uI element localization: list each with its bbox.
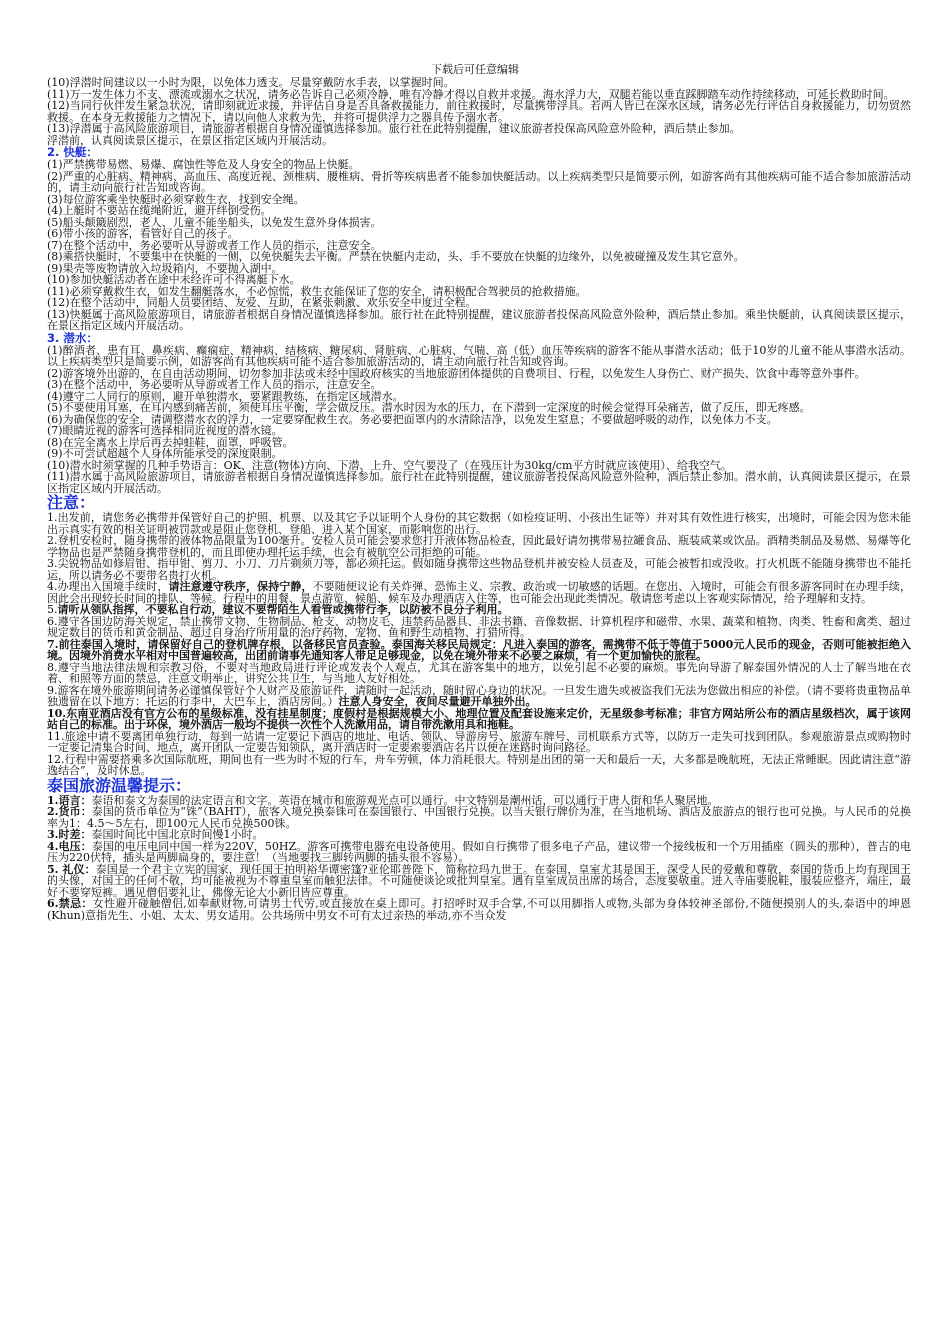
speedboat-item: (3)每位游客乘坐快艇时必须穿救生衣，找到安全绳。: [47, 192, 305, 206]
notice-item: [47, 685, 911, 708]
document-body: [47, 77, 911, 921]
notice-text: 5.: [47, 603, 58, 616]
notice-section: [47, 494, 911, 777]
speedboat-item: (9)果壳等废物请放入垃圾箱内，不要抛入湖中。: [47, 261, 283, 275]
diving-item: (8)在完全离水上岸后再去掉蛙鞋，面罩，呼吸管。: [47, 435, 294, 449]
notice-emphasis: 注意人身安全，夜间尽量避开单独外出。: [338, 695, 537, 708]
speedboat-item: (1)严禁携带易燃、易爆、腐蚀性等危及人身安全的物品上快艇。: [47, 158, 360, 171]
diving-item: (4)遵守二人同行的原则，避开单独潜水，要紧跟教练，在指定区域潜水。: [47, 389, 404, 403]
notice-item: 7.前往泰国入境时，请保留好自己的登机牌存根，以备移民官员查验。泰国海关移民局规定：凡进入泰国的游客，需携带不低于等值于5000元人民币的现金，否则可能被拒绝入境。因境外消费水平相对中国普遍较高，出团前请事先通知客人带足足够现金，以免在境外带来不必要之麻烦，有一个更加愉快的旅程。: [47, 637, 911, 662]
tip-text: 泰语和泰文为泰国的法定语言和文字。英语在城市和旅游观光点可以通行。中文特别是潮州话，可以通行于唐人街和华人聚居地。: [91, 793, 719, 807]
tip-item: [47, 806, 911, 829]
speedboat-item: (2)严重的心脏病、精神病、高血压、高度近视、颈椎病、腰椎病、骨折等疾病患者不能参加快艇活动。以上疾病类型只是简要示例，如游客尚有其他疾病可能不适合参加旅游活动的，请主动向旅行社告知或咨询。: [47, 169, 911, 194]
notice-item: [47, 581, 911, 604]
speedboat-item: (5)船头颠簸剧烈，老人、儿童不能坐船头，以免发生意外身体损害。: [47, 215, 382, 229]
diving-item: (5)不要使用耳塞，在耳内感到痛苦前，须使耳压平衡，学会做反压。潜水时因为水的压力，在下潜到一定深度的时候会觉得耳朵痛苦，做了反压，即无疼感。: [47, 401, 811, 414]
notice-item: 12.行程中需要搭乘多次国际航班，期间也有一些为时不短的行车，舟车劳顿，体力消耗很大。特别是出团的第一天和最后一天，大多都是晚航班，无法正常睡眠。因此请注意“游逸结合”，及时休息。: [47, 752, 911, 777]
tip-label: 4.电压：: [47, 839, 92, 853]
diving-item: (9)不可尝试超越个人身体所能承受的深度限制。: [47, 447, 283, 460]
tip-label: 1.语言：: [47, 793, 92, 807]
speedboat-section: [47, 146, 911, 332]
notice-item: 6.遵守各国边防海关规定，禁止携带文物、生物制品、枪支、动物皮毛、违禁药品器具、非法书籍、音像数据、计算机程序和磁带、水果、蔬菜和植物、肉类、牲畜和禽类、超过规定数目的货币和黄金制品、超过自身治疗所用量的治疗药物，宠物、鱼和野生动植物、打猎所得。: [47, 614, 911, 639]
snorkel-item: (13)浮潜属于高风险旅游项目，请旅游者根据自身情况谨慎选择参加。旅行社在此特别提醒，建议旅游者投保高风险意外险种，酒后禁止参加。: [47, 122, 741, 135]
speedboat-heading: 2. 快艇：: [47, 145, 98, 159]
notice-item: 10.东南亚酒店没有官方公布的星级标准，没有挂星制度；度假村是根据规模大小、地理位置及配套设施来定价，无星级参考标准；非官方网站所公布的酒店星级档次，属于该网站自己的标准。出于环保，境外酒店一般均不提供一次性个人洗漱用品，请自带洗漱用具和拖鞋。: [47, 706, 911, 731]
diving-item: (7)眼睛近视的游客可选择相同近视度的潜水镜。: [47, 424, 283, 437]
tip-text: 泰国的电压电同中国一样为220V，50HZ。游客可携带电器充电设备使用。假如自行携带了很多电子产品，建议带一个接线板和一个万用插座（圆头的那种），普吉的电压为220伏特，插头是两脚扁身的，要注意！（当地要找三脚转两脚的插头很不容易）。: [47, 839, 912, 864]
tip-label: 5. 礼仪：: [47, 862, 96, 876]
diving-item: (11)潜水属于高风险旅游项目，请旅游者根据自身情况谨慎选择参加。旅行社在此特别提醒，建议旅游者投保高风险意外险种，酒后禁止参加。潜水前，认真阅读景区提示，在景区指定区域内开展活动。: [47, 470, 911, 495]
notice-emphasis: 请注意遵守秩序，保持宁静，: [168, 580, 313, 593]
tip-label: 2.货币：: [47, 805, 92, 818]
snorkel-item: 浮潜前，认真阅读景区提示，在景区指定区域内开展活动。: [47, 133, 333, 147]
notice-item: 8.遵守当地法律法规和宗教习俗，不要对当地政局进行评论或发表个人观点，尤其在游客集中的地方，以免引起不必要的麻烦。事先向导游了解泰国外情况的人士了解当地在衣着、和照等方面的禁忌，注意文明举止，讲究公共卫生，与当地人友好相处。: [47, 660, 911, 685]
speedboat-item: (4)上艇时不要站在缆绳附近，避开绊倒受伤。: [47, 204, 272, 217]
tip-text: 女性避开碰触僧侣,如奉献财物,可请男士代劳,或直接放在桌上即可。打招呼时双手合掌,不可以用脚指人或物,头部为身体较神圣部份,不随便摸别人的头,泰语中的坤恩(Khun)意指先生、小姐、太太、男女适用。公共场所中男女不可有太过亲热的举动,亦不当众发: [47, 897, 912, 922]
notice-text: 不要随便议论有关炸弹、恐怖主义、宗教、政治或一切敏感的话题。在您出、入境时，可能会有很多游客同时在办理手续，因此会出现较长时间的排队、等候。行程中的用餐、景点游览、候船、候车及办理酒店入住等，也可能会出现此类情况。敬请您考虑以上客观实际情况，给予理解和支持。: [47, 580, 912, 605]
speedboat-item: (8)乘搭快艇时，不要集中在快艇的一侧，以免快艇失去平衡。严禁在快艇内走动，头、手不要放在快艇的边缘外，以免被碰撞及发生其它意外。: [47, 250, 745, 263]
notice-item: 2.登机安检时，随身携带的液体物品限量为100毫升。安检人员可能会要求您打开液体物品检查，因此最好请勿携带易拉罐食品、瓶装咸菜或饮品。酒精类制品及易燃、易爆等化学物品也是严禁随身携带登机的，而且即使办理托运手续，也会有被航空公司拒绝的可能。: [47, 534, 911, 559]
snorkel-item: (12)当同行伙伴发生紧急状况，请即刻就近求援，并评估自身是否具备救援能力，前往救援时，尽量携带浮具。若两人皆已在深水区域，请务必先行评估自身救援能力，切勿贸然救援。在本身无救援能力之情况下，请以向他人求救为先，并将可提供浮力之器具传予溺水者。: [47, 99, 911, 124]
diving-section: [47, 332, 911, 495]
tip-label: 3.时差：: [47, 828, 92, 841]
notice-item: 3.尖锐物品如修眉钳、指甲钳、剪刀、小刀、刀片剃须刀等，都必须托运。假如随身携带这些物品登机并被安检人员查及，可能会被暂扣或没收。打火机既不能随身携带也不能托运，所以请务必不要带名贵打火机。: [47, 557, 911, 582]
speedboat-item: (11)必须穿戴救生衣，如发生翻艇落水，不必惊慌，救生衣能保证了您的安全，请积极配合驾驶员的抢救措施。: [47, 284, 587, 298]
page-header: 下载后可任意编辑: [431, 63, 519, 76]
notice-emphasis: 请听从领队指挥，不要私自行动，建议不要帮陌生人看管或携带行李，以防被不良分子利用。: [57, 603, 509, 616]
tip-label: 6.禁忌：: [47, 897, 93, 910]
notice-item: [47, 604, 911, 616]
diving-item: (10)潜水时须掌握的几种手势语言：OK、注意(物体)方向、下潜、上升、空气要没了（在残压计为30kg/cm平方时就应该使用）、给我空气。: [47, 458, 732, 472]
tip-text: 泰国时间比中国北京时间慢1小时。: [91, 828, 264, 841]
tip-text: 泰国是一个君主立宪的国家，现任国王拍明裕华谭密篷?亚伦耶普陛下，简称拉玛九世王。在泰国，皇室尤其是国王，深受人民的爱戴和尊敬，泰国的货币上均有现国王的头像，对国王的任何不敬，均可能被视为不尊重皇室而触犯法律。不可随便谈论或批判皇室。遇有皇室成员出席的场合，态度要敬重。进入寺庙要脱鞋，服装应整齐，端庄，最好不要穿短裤。遇见僧侣要礼让，佛像无论大小新旧皆应尊重。: [47, 862, 911, 899]
tip-item: [47, 898, 911, 921]
speedboat-item: (7)在整个活动中，务必要听从导游或者工作人员的指示，注意安全。: [47, 238, 382, 252]
speedboat-item: (10)参加快艇活动者在途中未经许可不得离艇下水。: [47, 273, 301, 286]
notice-item: 11.旅途中请不要离团单独行动，每到一站请一定要记下酒店的地址、电话、领队、导游房号、旅游车牌号、司机联系方式等，以防万一走失可找到团队。参观旅游景点或购物时一定要记清集合时间、地点，离开团队一定要告知领队，离开酒店时一定要索要酒店名片以便在迷路时询问路径。: [47, 729, 911, 754]
speedboat-item: (13)快艇属于高风险旅游项目，请旅游者根据自身情况谨慎选择参加。旅行社在此特别提醒，建议旅游者投保高风险意外险种，酒后禁止参加。乘坐快艇前，认真阅读景区提示，在景区指定区域内开展活动。: [47, 307, 911, 332]
snorkel-item: (10)浮潜时间建议以一小时为限，以免体力透支。尽量穿戴防水手表，以掌握时间。: [47, 76, 455, 89]
diving-item: (2)游客境外出游的，在自由活动期间，切勿参加非法或未经中国政府核实的当地旅游团体提供的自费项目、行程，以免发生人身伤亡、财产损失、饮食中毒等意外事件。: [47, 366, 866, 380]
notice-heading: 注意：: [47, 493, 96, 512]
notice-text: 9.游客在境外旅游期间请务必谨慎保管好个人财产及旅游证件，请随时一起活动，随时留心身边的状况。一旦发生遗失或被盗我们无法为您做出相应的补偿。（请不要将贵重物品单独遗留在以下地方：托运的行李中，大巴车上，酒店房间。）: [47, 683, 911, 708]
notice-item: 1.出发前，请您务必携带并保管好自己的护照、机票、以及其它予以证明个人身份的其它数据（如检疫证明、小孩出生证等）并对其有效性进行核实，出境时，可能会因为您未能出示真实有效的相关证明被罚款或是阻止您登机、登船、进入某个国家，而影响您的出行。: [47, 511, 911, 536]
diving-item: (6)为确保您的安全，请调整潜水衣的浮力，一定要穿配救生衣。务必要把面罩内的水清除洁净，以免发生窒息；不要做超呼吸的动作，以免体力不支。: [47, 412, 778, 426]
diving-item: (1)醉酒者、患有耳、鼻疾病、癫痫症、精神病、结核病、糖尿病、肾脏病、心脏病、气喘、高（低）血压等疾病的游客不能从事潜水活动；低于10岁的儿童不能从事潜水活动。以上疾病类型只是简要示例，如游客尚有其他疾病可能不适合参加旅游活动的，请主动向旅行社告知或咨询。: [47, 343, 911, 368]
diving-heading: 3. 潜水：: [47, 330, 98, 345]
tip-item: [47, 841, 911, 864]
speedboat-item: (6)带小孩的游客，看管好自己的孩子。: [47, 227, 239, 240]
tip-item: [47, 864, 911, 899]
tips-section: [47, 777, 911, 922]
snorkel-section: [47, 77, 911, 146]
diving-item: (3)在整个活动中，务必要听从导游或者工作人员的指示，注意安全。: [47, 378, 382, 391]
snorkel-item: (11)万一发生体力不支、漂流或溺水之状况，请务必告诉自己必须冷静，唯有冷静才得以自救并求援。海水浮力大，双腿若能以垂直踩脚踏车动作持续移动，可延长救助时间。: [47, 87, 895, 101]
speedboat-item: (12)在整个活动中，同船人员要团结、友爱、互助，在紧张刺激、欢乐安全中度过全程。: [47, 296, 477, 309]
tip-text: 泰国的货币单位为“铢”（BAHT），旅客入境兑换泰铢可在泰国银行、中国银行兑换。以当天银行牌价为准，在当地机场、酒店及旅游点的银行也可兑换。与人民币的兑换率为1：4.5～5左右，即100元人民币兑换500铢。: [47, 805, 912, 830]
tips-heading: 泰国旅游温馨提示：: [47, 775, 192, 795]
notice-text: 4.办理出入国境手续时，: [47, 580, 169, 593]
